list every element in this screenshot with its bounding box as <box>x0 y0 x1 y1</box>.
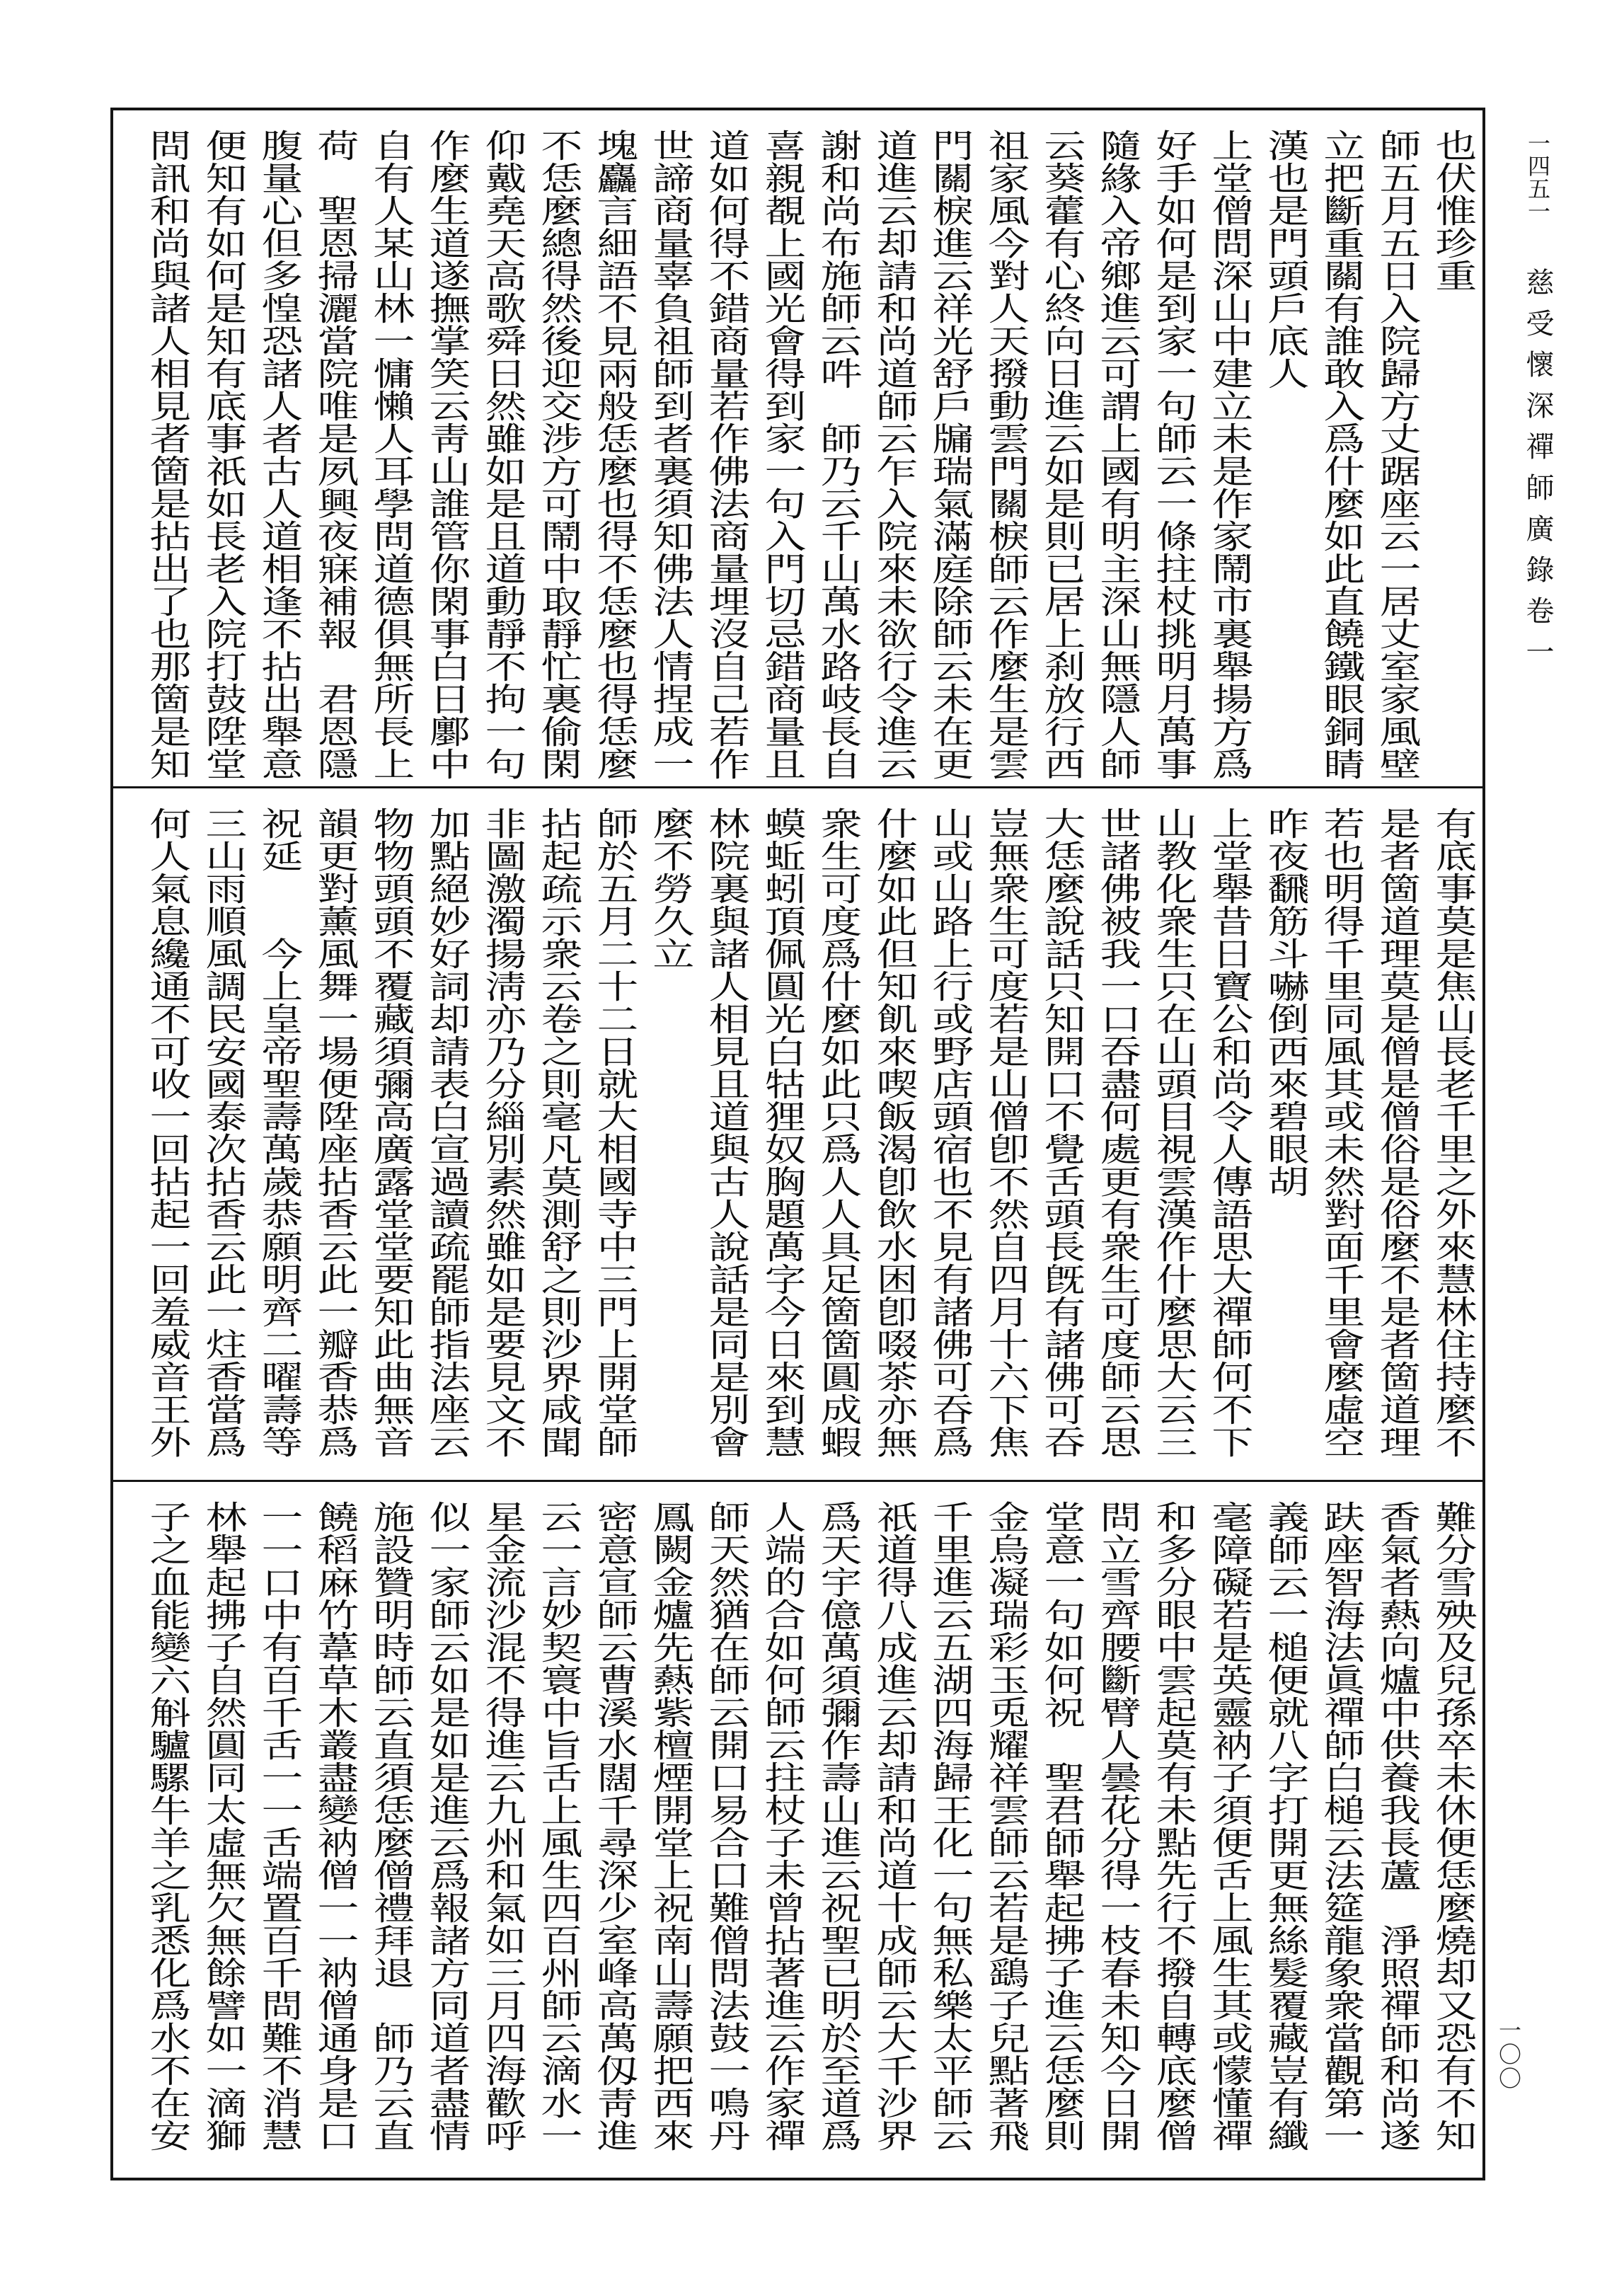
text-column: 毫障礙若是英靈衲子須便舌上風生其或懞懂禪 <box>1205 1500 1255 2151</box>
text-column: 好手如何是到家一句師云一條拄杖挑明月萬事 <box>1149 129 1199 780</box>
text-column: 也伏惟珍重 <box>1429 129 1478 292</box>
text-column: 和多分眼中雲起莫有未點先行不撥自轉底麼僧 <box>1149 1500 1199 2151</box>
page-text-frame <box>110 108 1485 2180</box>
text-column: 道如何得不錯商量若作佛法商量埋沒自己若作 <box>702 129 751 780</box>
text-column: 何人氣息纔通不可收一回拈起一回羞威音王外 <box>143 807 192 1458</box>
text-panel-middle <box>113 786 1482 1480</box>
text-column: 祝延 今上皇帝聖壽萬歲恭願明齊二曜壽等 <box>255 807 304 1458</box>
text-column: 趺座智海法眞禪師白槌云法筵龍象衆當觀第一 <box>1317 1500 1366 2151</box>
text-column: 麼不勞久立 <box>646 807 696 970</box>
text-column: 祖家風今對人天撥動雲門關棙師云作麼生是雲 <box>981 129 1031 780</box>
text-column: 師於五月二十二日就大相國寺中三門上開堂師 <box>590 807 640 1458</box>
page-header-book-title: 慈受懷深禪師廣錄卷一 <box>1521 268 1554 678</box>
text-column: 世諸佛被我一口吞盡何處更有衆生可度師云思 <box>1093 807 1143 1458</box>
text-column: 鳳闕金爐先爇紫檀煙開堂上祝南山壽願把西來 <box>646 1500 696 2151</box>
text-column: 香氣者爇向爐中供養我長蘆 淨照禪師和尚遂 <box>1373 1500 1422 2151</box>
text-column: 難分雪殃及兒孫卒未休便恁麼燒却又恐有不知 <box>1429 1500 1478 2151</box>
text-column: 衆生可度爲什麼如此只爲人人具足箇箇圓成蝦 <box>814 807 863 1458</box>
text-column: 三山雨順風調民安國泰次拈香云此一炷香當爲 <box>199 807 248 1458</box>
text-column: 云一言妙契寰中旨舌上風生四百州師云滴水一 <box>534 1500 584 2151</box>
text-column: 施設贊明時師云直須恁麼僧禮拜退 師乃云直 <box>367 1500 416 2151</box>
text-column: 什麼如此但知飢來喫飯渴卽飲水困卽啜茶亦無 <box>870 807 919 1458</box>
text-column: 似一家師云如是如是進云爲報諸方同道者盡情 <box>422 1500 472 2151</box>
text-column: 山教化衆生只在山頭目視雲漢作什麼思大云三 <box>1149 807 1199 1458</box>
text-column: 饒稻麻竹葦草木叢盡變衲僧一一衲僧通身是口 <box>311 1500 360 2151</box>
text-column: 漢也是門頭戶底人 <box>1261 129 1311 389</box>
text-column: 便知有如何是知有底事祇如長老入院打鼓陞堂 <box>199 129 248 780</box>
text-column: 堂意一句如何祝 聖君師舉起拂子進云恁麼則 <box>1037 1500 1087 2151</box>
text-column: 加點絕妙好詞却請表白宣過讀疏罷師指法座云 <box>422 807 472 1458</box>
text-column: 作麼生道遂撫掌笑云靑山誰管你閑事白日鄽中 <box>422 129 472 780</box>
text-column: 仰戴堯天高歌舜日然雖如是且道動靜不拘一句 <box>478 129 528 780</box>
text-column: 隨緣入帝鄉進云可謂上國有明主深山無隱人師 <box>1093 129 1143 780</box>
text-column: 師五月五日入院歸方丈踞座云一居丈室家風壁 <box>1373 129 1422 780</box>
text-column: 謝和尚布施師云吽 師乃云千山萬水路岐長自 <box>814 129 863 780</box>
text-column: 林院裏與諸人相見且道與古人說話是同是別會 <box>702 807 751 1458</box>
text-column: 師天然猶在師云開口易合口難僧問法鼓一鳴丹 <box>702 1500 751 2151</box>
text-column: 有底事莫是焦山長老千里之外來慧林住持麼不 <box>1429 807 1478 1458</box>
text-column: 問立雪齊腰斷臂人曇花分得一枝春未知今日開 <box>1093 1500 1143 2151</box>
text-column: 云葵藿有心終向日進云如是則已居上刹放行西 <box>1037 129 1087 780</box>
page-number: 一〇〇 <box>1495 2018 1522 2091</box>
text-column: 上堂舉昔日寶公和尚令人傳語思大禪師何不下 <box>1205 807 1255 1458</box>
text-column: 喜親覩上國光會得到家一句入門切忌錯商量且 <box>758 129 807 780</box>
text-column: 不恁麼總得然後迎交涉方可鬧中取靜忙裏偷閑 <box>534 129 584 780</box>
text-column: 密意宣師云曹溪水闊千尋深少室峰高萬仭靑進 <box>590 1500 640 2151</box>
text-column: 世諦商量辜負祖師到者裏須知佛法人情捏成一 <box>646 129 696 780</box>
text-column: 人端的合如何師云拄杖子未曾拈著進云作家禪 <box>758 1500 807 2151</box>
text-column: 拈起疏示衆云卷之則毫凡莫測舒之則沙界咸聞 <box>534 807 584 1458</box>
text-column: 自有人某山林一慵懶人耳學問道德俱無所長上 <box>367 129 416 780</box>
text-column: 上堂僧問深山中建立未是作家鬧市裏舉揚方爲 <box>1205 129 1255 780</box>
text-column: 立把斷重關有誰敢入爲什麼如此直饒鐵眼銅睛 <box>1317 129 1366 780</box>
text-column: 子之血能變六斛驢騾牛羊之乳悉化爲水不在安 <box>143 1500 192 2151</box>
text-column: 豈無衆生可度若是山僧卽不然自四月十六下焦 <box>981 807 1031 1458</box>
text-column: 韻更對薰風舞一場便陞座拈香云此一瓣香恭爲 <box>311 807 360 1458</box>
text-column: 塊麤言細語不見兩般恁麼也得不恁麼也得恁麼 <box>590 129 640 780</box>
text-column: 蟆蚯蚓頂佩圓光白牯狸奴胸題萬字今日來到慧 <box>758 807 807 1458</box>
text-column: 腹量心但多惶恐諸人者古人道相逢不拈出舉意 <box>255 129 304 780</box>
text-column: 星金流沙混不得進云九州和氣如三月四海歡呼 <box>478 1500 528 2151</box>
text-column: 道進云却請和尚道師云乍入院來未欲行令進云 <box>870 129 919 780</box>
text-column: 若也明得千里同風其或未然對面千里會麼虛空 <box>1317 807 1366 1458</box>
text-column: 千里進云五湖四海歸王化一句無私樂太平師云 <box>926 1500 975 2151</box>
text-column: 大恁麼說話只知開口不覺舌頭長旣有諸佛可吞 <box>1037 807 1087 1458</box>
text-column: 昨夜飜筋斗嚇倒西來碧眼胡 <box>1261 807 1311 1197</box>
text-column: 問訊和尚與諸人相見者箇是拈出了也那箇是知 <box>143 129 192 780</box>
page-header-volume-number: 一四五一 <box>1524 132 1551 222</box>
text-panel-bottom <box>113 1480 1482 2178</box>
text-column: 荷 聖恩掃灑當院唯是夙興夜寐補報 君恩隱 <box>311 129 360 780</box>
text-panel-top <box>113 110 1482 786</box>
text-column: 一一口中有百千舌一一舌端置百千問難不消慧 <box>255 1500 304 2151</box>
text-column: 義師云一槌便就八字打開更無絲髮覆藏豈有纖 <box>1261 1500 1311 2151</box>
text-column: 金烏凝瑞彩玉兎耀祥雲師云若是鷂子兒點著飛 <box>981 1500 1031 2151</box>
text-column: 祇道得八成進云却請和尚道十成師云大千沙界 <box>870 1500 919 2151</box>
text-column: 物物頭頭不覆藏須彌高廣露堂堂要知此曲無音 <box>367 807 416 1458</box>
text-column: 爲天宇億萬須彌作壽山進云祝聖已明於至道爲 <box>814 1500 863 2151</box>
text-column: 門關棙進云祥光舒戶牖瑞氣滿庭除師云未在更 <box>926 129 975 780</box>
text-column: 林舉起拂子自然圓同太虛無欠無餘譬如一滴獅 <box>199 1500 248 2151</box>
text-column: 非圖激濁揚淸亦乃分緇別素然雖如是要見文不 <box>478 807 528 1458</box>
text-column: 山或山路上行或野店頭宿也不見有諸佛可吞爲 <box>926 807 975 1458</box>
text-column: 是者箇道理莫是僧是僧俗是俗麼不是者箇道理 <box>1373 807 1422 1458</box>
